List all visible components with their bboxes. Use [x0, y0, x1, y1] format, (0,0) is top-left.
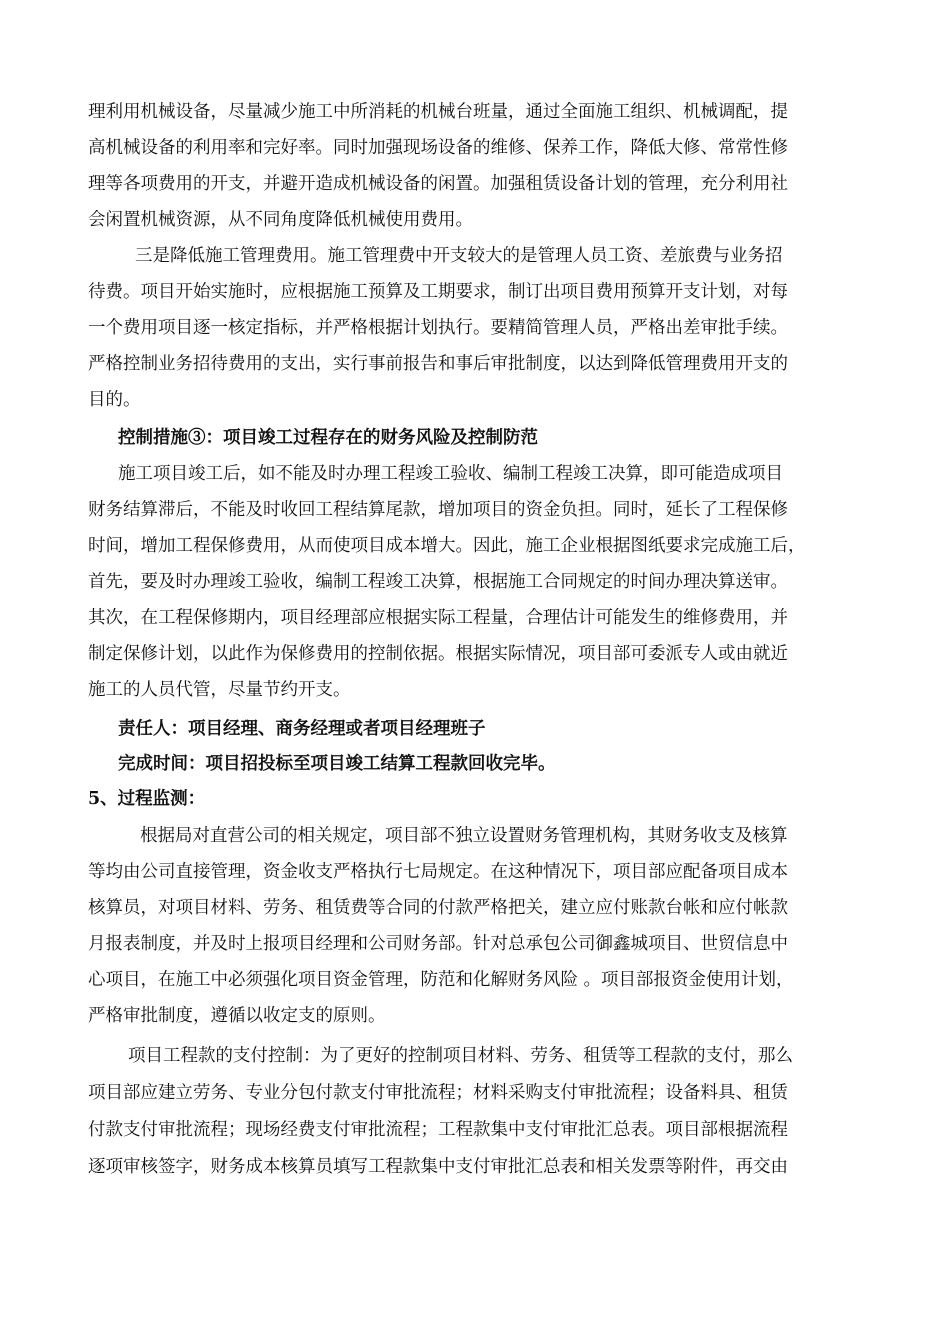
- section-heading: 5、过程监测：: [88, 789, 206, 809]
- paragraph-line: 会闲置机械资源，从不同角度降低机械使用费用。: [88, 210, 473, 230]
- paragraph-line: 理等各项费用的开支，并避开造成机械设备的闲置。加强租赁设备计划的管理，充分利用社: [88, 174, 788, 194]
- paragraph-line: 付款支付审批流程；现场经费支付审批流程；工程款集中支付审批汇总表。项目部根据流程: [88, 1120, 788, 1140]
- paragraph-line: 严格控制业务招待费用的支出，实行事前报告和事后审批制度，以达到降低管理费用开支的: [88, 354, 788, 374]
- paragraph-line: 核算员，对项目材料、劳务、租赁费等合同的付款严格把关，建立应付账款台帐和应付帐款: [88, 898, 788, 918]
- completion-time-line: 完成时间：项目招投标至项目竣工结算工程款回收完毕。: [118, 754, 556, 774]
- responsible-person-line: 责任人：项目经理、商务经理或者项目经理班子: [118, 719, 486, 739]
- paragraph-line: 施工的人员代管，尽量节约开支。: [88, 680, 351, 700]
- paragraph-line: 严格审批制度，遵循以收定支的原则。: [88, 1006, 386, 1026]
- paragraph-line: 目的。: [88, 390, 141, 410]
- paragraph-line: 逐项审核签字，财务成本核算员填写工程款集中支付审批汇总表和相关发票等附件，再交由: [88, 1157, 788, 1177]
- paragraph-line: 根据局对直营公司的相关规定，项目部不独立设置财务管理机构，其财务收支及核算: [140, 826, 788, 846]
- paragraph-line: 心项目，在施工中必须强化项目资金管理，防范和化解财务风险 。项目部报资金使用计划，: [88, 970, 794, 990]
- paragraph-line: 高机械设备的利用率和完好率。同时加强现场设备的维修、保养工作，降低大修、常常性修: [88, 138, 788, 158]
- paragraph-line: 项目工程款的支付控制：为了更好的控制项目材料、劳务、租赁等工程款的支付，那么: [128, 1046, 793, 1066]
- paragraph-line: 制定保修计划，以此作为保修费用的控制依据。根据实际情况，项目部可委派专人或由就近: [88, 644, 788, 664]
- paragraph-line: 三是降低施工管理费用。施工管理费中开支较大的是管理人员工资、差旅费与业务招: [135, 246, 783, 266]
- paragraph-line: 其次，在工程保修期内，项目经理部应根据实际工程量，合理估计可能发生的维修费用，并: [88, 608, 788, 628]
- paragraph-line: 一个费用项目逐一核定指标，并严格根据计划执行。要精简管理人员，严格出差审批手续。: [88, 318, 788, 338]
- section-heading: 控制措施③：项目竣工过程存在的财务风险及控制防范: [118, 428, 538, 448]
- paragraph-line: 项目部应建立劳务、专业分包付款支付审批流程；材料采购支付审批流程；设备料具、租赁: [88, 1083, 788, 1103]
- paragraph-line: 理利用机械设备，尽量减少施工中所消耗的机械台班量，通过全面施工组织、机械调配，提: [88, 102, 788, 122]
- paragraph-line: 月报表制度，并及时上报项目经理和公司财务部。针对总承包公司御鑫城项目、世贸信息中: [88, 934, 788, 954]
- paragraph-line: 首先，要及时办理竣工验收，编制工程竣工决算，根据施工合同规定的时间办理决算送审。: [88, 572, 788, 592]
- paragraph-line: 待费。项目开始实施时，应根据施工预算及工期要求，制订出项目费用预算开支计划，对每: [88, 282, 788, 302]
- paragraph-line: 施工项目竣工后，如不能及时办理工程竣工验收、编制工程竣工决算，即可能造成项目: [118, 464, 783, 484]
- paragraph-line: 财务结算滞后，不能及时收回工程结算尾款，增加项目的资金负担。同时，延长了工程保修: [88, 500, 788, 520]
- paragraph-line: 时间，增加工程保修费用，从而使项目成本增大。因此，施工企业根据图纸要求完成施工后，: [88, 536, 806, 556]
- paragraph-line: 等均由公司直接管理，资金收支严格执行七局规定。在这种情况下，项目部应配备项目成本: [88, 862, 788, 882]
